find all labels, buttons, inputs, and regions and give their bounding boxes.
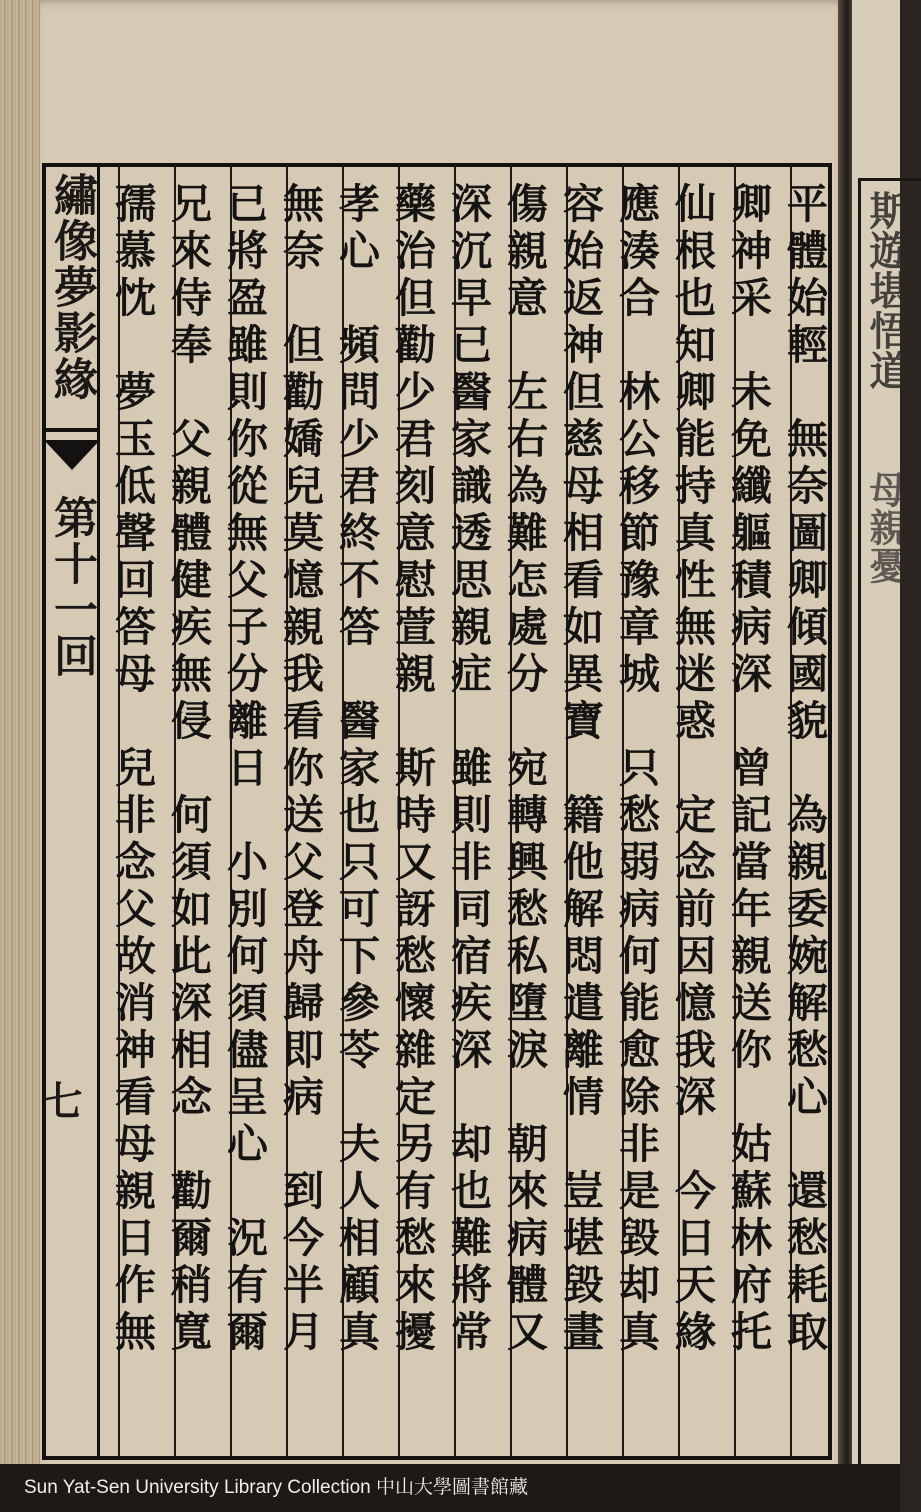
chapter-number: 第十一回 bbox=[46, 495, 97, 679]
text-column-5: 容始返神但慈母相看如異寶 籍他解悶遣離情 豈堪毀畫 bbox=[556, 182, 604, 1357]
folio-mark: 七 bbox=[36, 1080, 83, 1120]
text-column-7: 深沉早已醫家識透思親症 雖則非同宿疾深 却也難將常 bbox=[444, 182, 492, 1357]
text-column-3: 仙根也知卿能持真性無迷惑 定念前因憶我深 今日天緣 bbox=[668, 182, 716, 1357]
text-column-12: 兄來侍奉 父親體健疾無侵 何須如此深相念 勸爾稍寬 bbox=[164, 182, 212, 1357]
text-column-8: 藥治但勸少君刻意慰萱親 斯時又訝愁懷雜定另有愁來擾 bbox=[388, 182, 436, 1357]
text-column-10: 無奈 但勸嬌兒莫憶親我看你送父登舟歸即病 到今半月 bbox=[276, 182, 324, 1357]
next-page-text: 斯遊堪悟道 bbox=[863, 190, 910, 390]
next-page-text-2: 母親憂 bbox=[863, 470, 908, 584]
text-column-1: 平體始輕 無奈圖卿傾國貌 為親委婉解愁心 還愁耗取 bbox=[780, 182, 828, 1357]
fishtail-mark bbox=[44, 428, 100, 478]
text-column-4: 應湊合 林公移節豫章城 只愁弱病何能愈除非是毀却真 bbox=[612, 182, 660, 1357]
spine-title: 繡像夢影緣 bbox=[46, 172, 97, 402]
library-caption: Sun Yat-Sen University Library Collection 中山大學圖書館藏 bbox=[0, 1464, 900, 1512]
text-column-11: 已將盈雖則你從無父子分離日 小別何須儘呈心 況有爾 bbox=[220, 182, 268, 1357]
text-column-6: 傷親意 左右為難怎處分 宛轉興愁私墮淚 朝來病體又 bbox=[500, 182, 548, 1357]
text-column-13: 孺慕忱 夢玉低聲回答母 兒非念父故消神看母親日作無 bbox=[108, 182, 156, 1357]
text-column-2: 卿神采 未免纖軀積病深 曾記當年親送你 姑蘇林府托 bbox=[724, 182, 772, 1357]
next-page-fragment bbox=[852, 0, 910, 1512]
text-column-9: 孝心 頻問少君終不答 醫家也只可下參苓 夫人相顧真 bbox=[332, 182, 380, 1357]
